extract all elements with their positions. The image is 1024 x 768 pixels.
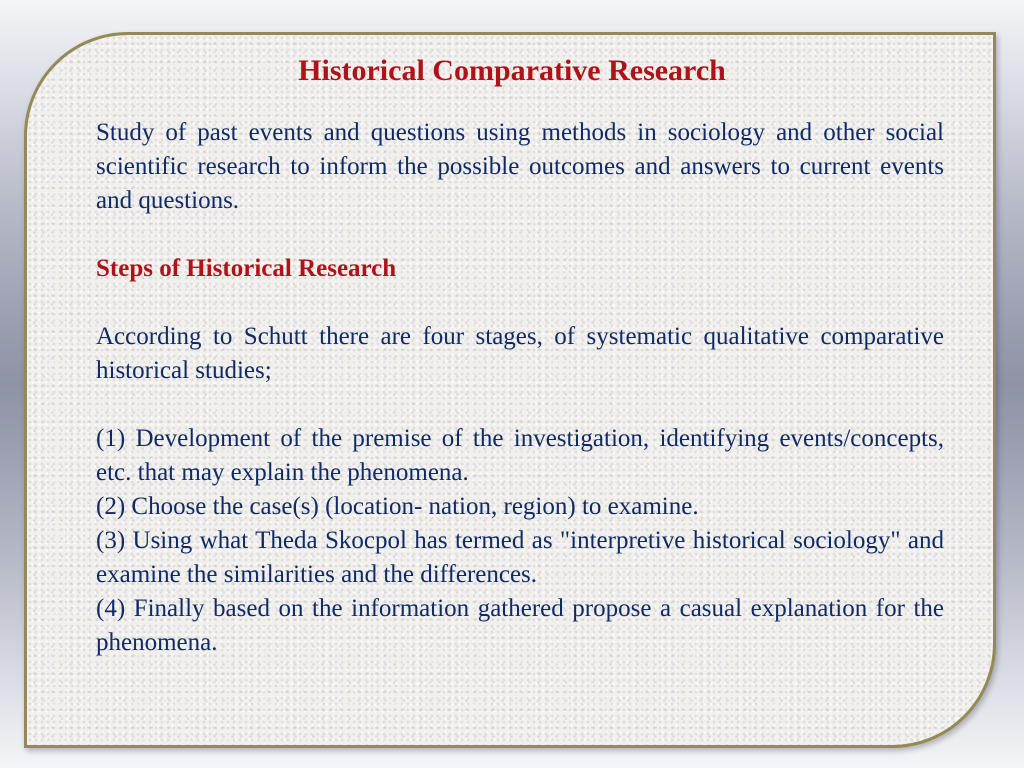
intro-paragraph: Study of past events and questions using methods in sociology and other social scientific research to inform the possible outcomes and answers to current events and questions.	[96, 119, 944, 214]
step-item-1: (1) Development of the premise of the investigation, identifying events/concepts, etc. that may explain the phenomena.	[96, 425, 944, 486]
steps-subheading: Steps of Historical Research	[96, 255, 397, 282]
slide-content	[96, 116, 944, 660]
slide-title: Historical Comparative Research	[298, 54, 726, 87]
spacer	[96, 286, 944, 320]
step-item-3: (3) Using what Theda Skocpol has termed as "interpretive historical sociology" and examine the similarities and the differences.	[96, 527, 944, 588]
step-item-2: (2) Choose the case(s) (location- nation, region) to examine.	[96, 493, 699, 520]
spacer	[96, 218, 944, 252]
step-item-4: (4) Finally based on the information gathered propose a casual explanation for the phenomena.	[96, 595, 944, 656]
lead-paragraph: According to Schutt there are four stages, of systematic qualitative comparative historical studies;	[96, 323, 944, 384]
spacer	[96, 388, 944, 422]
